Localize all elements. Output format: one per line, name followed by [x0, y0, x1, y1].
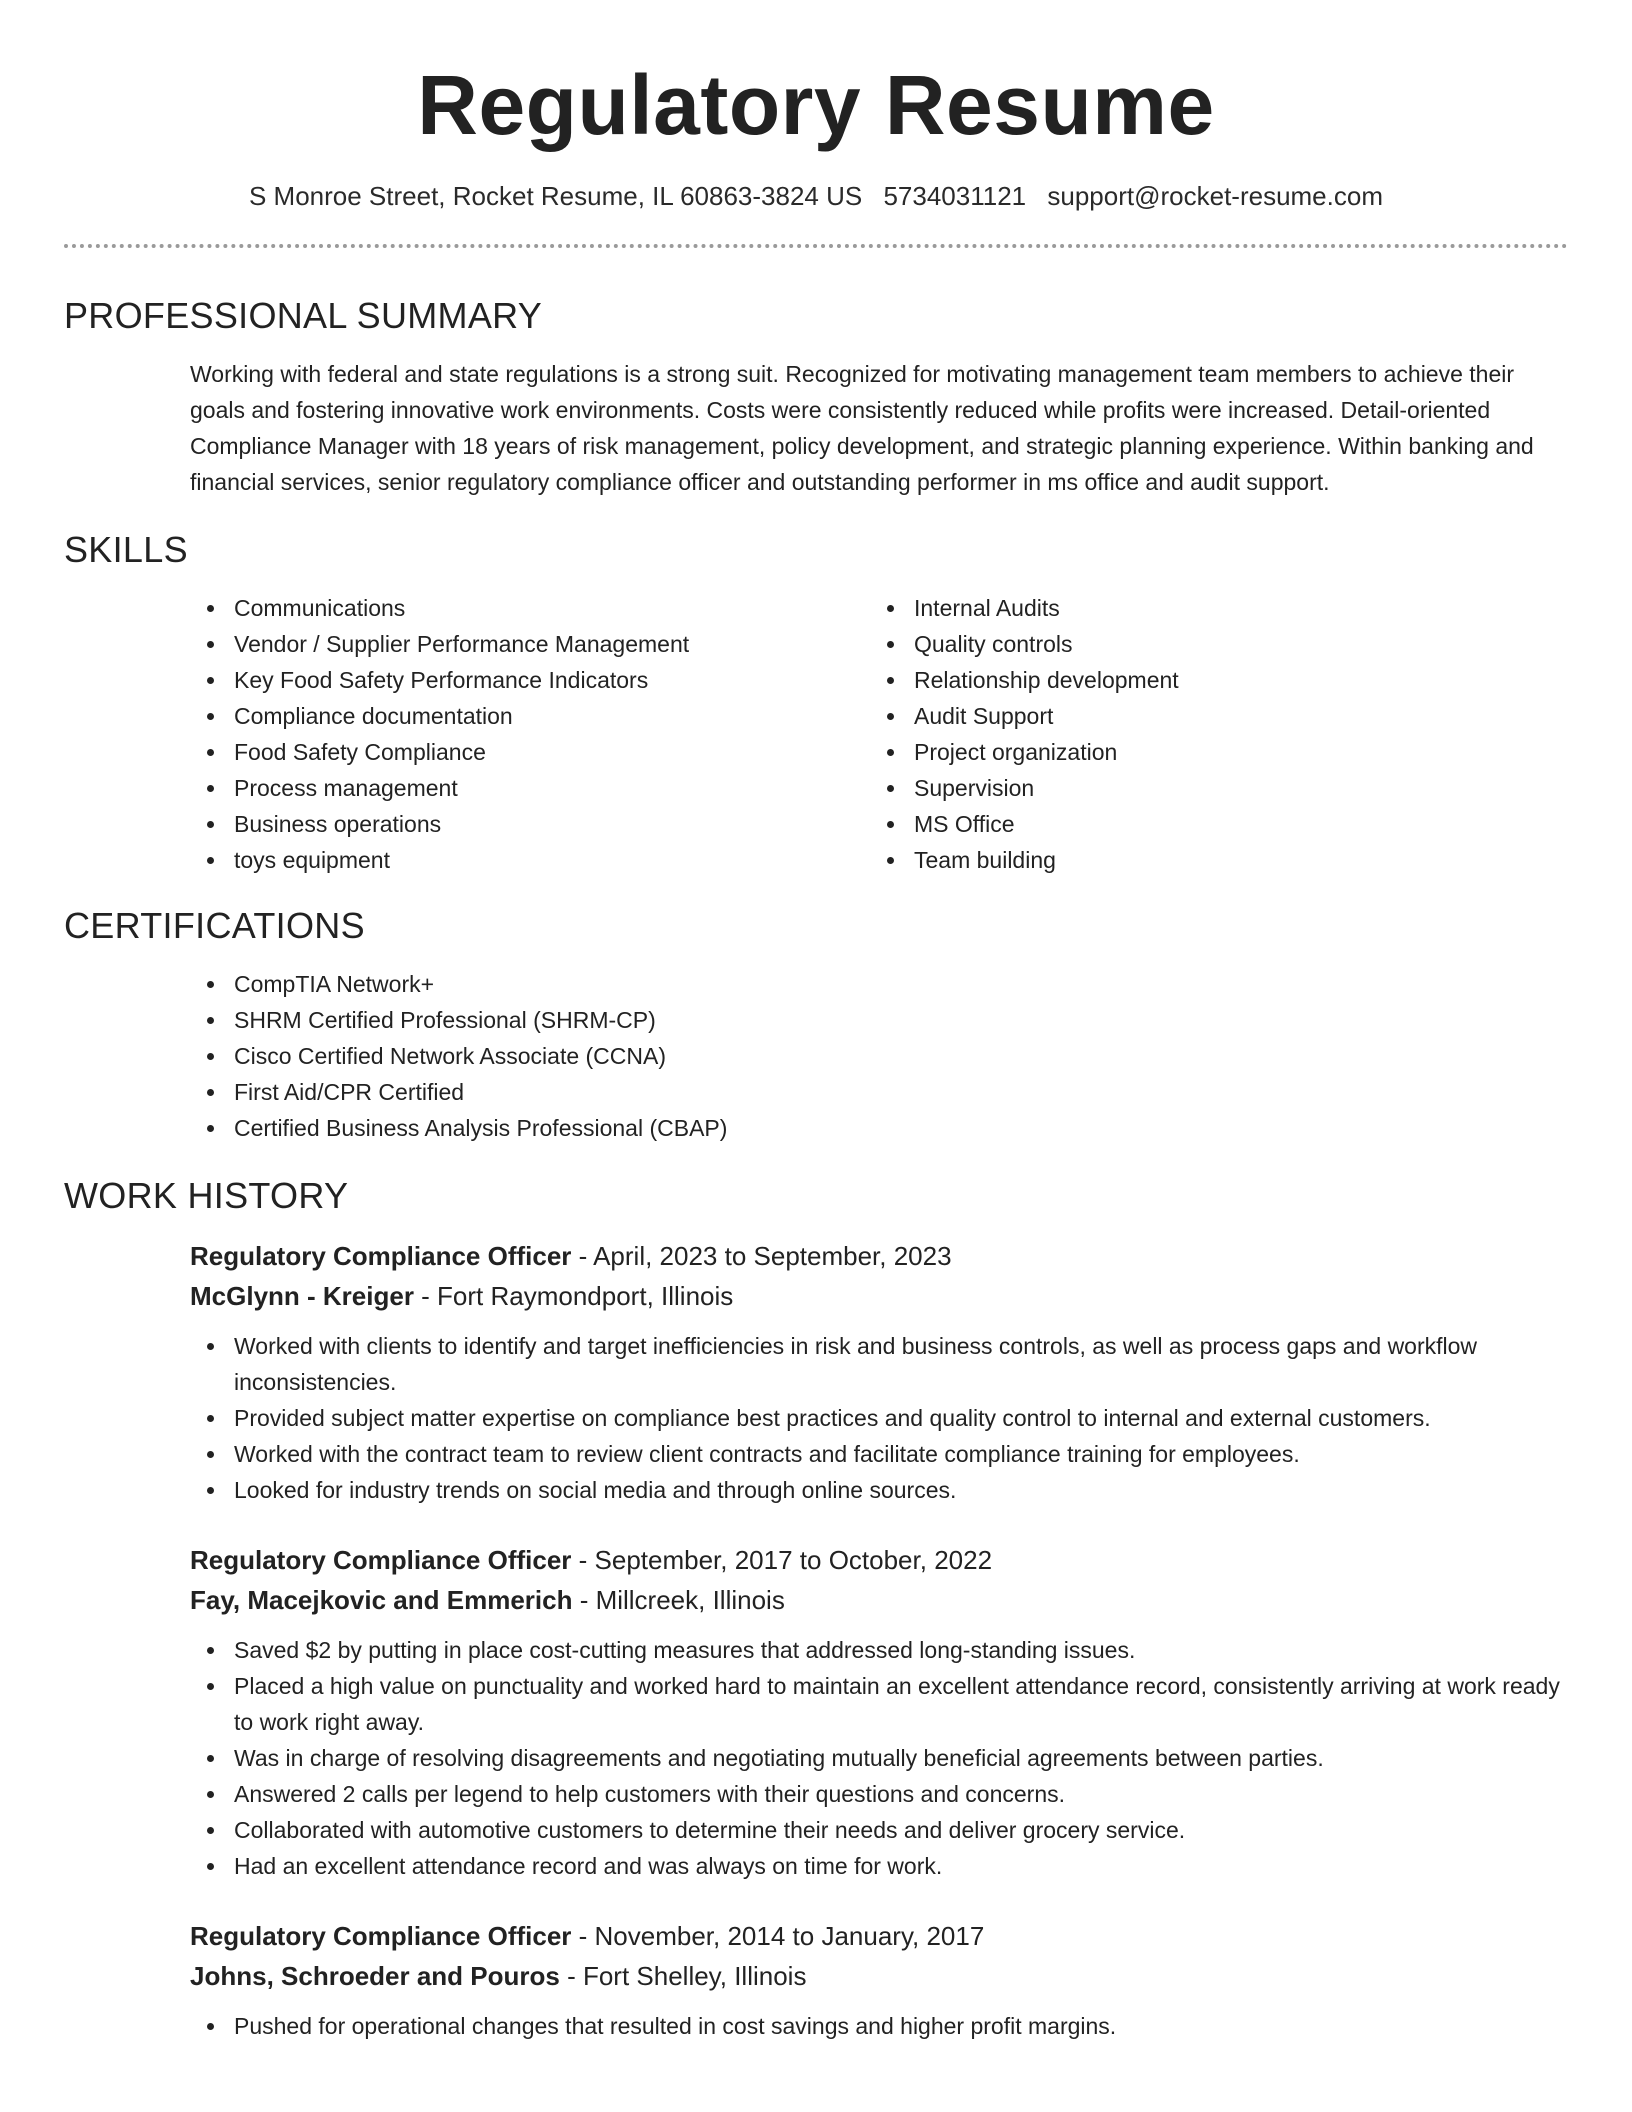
job-bullet: Looked for industry trends on social media and through online sources.	[190, 1472, 1568, 1508]
job-company-line	[190, 1956, 1568, 1996]
skill-item: Supervision	[870, 770, 1550, 806]
job-company-line	[190, 1276, 1568, 1316]
job-bullets	[190, 2008, 1568, 2044]
skill-item: Relationship development	[870, 662, 1550, 698]
certification-item: Certified Business Analysis Professional (CBAP)	[190, 1110, 1568, 1146]
job-company-line	[190, 1580, 1568, 1620]
skill-item: Vendor / Supplier Performance Management	[190, 626, 870, 662]
job-role: Regulatory Compliance Officer	[190, 1921, 572, 1951]
job-bullet: Worked with clients to identify and target inefficiencies in risk and business controls, as well as process gaps and workflow inconsistencies.	[190, 1328, 1568, 1400]
certification-item: CompTIA Network+	[190, 966, 1568, 1002]
job-bullet: Was in charge of resolving disagreements and negotiating mutually beneficial agreements between parties.	[190, 1740, 1568, 1776]
address: S Monroe Street, Rocket Resume, IL 60863-3824 US	[248, 181, 863, 211]
job-bullets	[190, 1632, 1568, 1884]
summary-text: Working with federal and state regulations is a strong suit. Recognized for motivating management team members to achieve their goals and fostering innovative work environments. Costs were consistently reduced while profits were increased. Detail-oriented Compliance Manager with 18 years of risk management, policy development, and strategic planning experience. Within banking and financial services, senior regulatory compliance officer and outstanding performer in ms office and audit support.	[190, 361, 1534, 495]
email: support@rocket-resume.com	[1047, 181, 1383, 211]
job-location: - Fort Raymondport, Illinois	[413, 1281, 734, 1311]
skill-item: Project organization	[870, 734, 1550, 770]
summary-heading: PROFESSIONAL SUMMARY	[64, 295, 543, 336]
job-bullet: Had an excellent attendance record and was always on time for work.	[190, 1848, 1568, 1884]
job-location: - Millcreek, Illinois	[572, 1585, 785, 1615]
job-bullet: Provided subject matter expertise on compliance best practices and quality control to internal and external customers.	[190, 1400, 1568, 1436]
resume-name: Regulatory Resume	[417, 58, 1215, 152]
job-location: - Fort Shelley, Illinois	[559, 1961, 807, 1991]
job-title-line	[190, 1916, 1568, 1956]
job-bullets	[190, 1328, 1568, 1508]
job-bullet: Saved $2 by putting in place cost-cutting measures that addressed long-standing issues.	[190, 1632, 1568, 1668]
skill-item: Business operations	[190, 806, 870, 842]
job-entry	[190, 1236, 1568, 1508]
skill-item: toys equipment	[190, 842, 870, 878]
skills-column-right	[870, 590, 1550, 878]
job-entry	[190, 1540, 1568, 1884]
job-company: Johns, Schroeder and Pouros	[190, 1961, 560, 1991]
skill-item: Quality controls	[870, 626, 1550, 662]
job-title-line	[190, 1540, 1568, 1580]
job-company: Fay, Macejkovic and Emmerich	[190, 1585, 573, 1615]
skill-item: Audit Support	[870, 698, 1550, 734]
skill-item: Compliance documentation	[190, 698, 870, 734]
skill-item: Team building	[870, 842, 1550, 878]
job-bullet: Collaborated with automotive customers to determine their needs and deliver grocery service.	[190, 1812, 1568, 1848]
job-company: McGlynn - Kreiger	[190, 1281, 414, 1311]
phone: 5734031121	[883, 181, 1027, 211]
job-entry	[190, 1916, 1568, 2044]
skills-heading: SKILLS	[64, 529, 188, 570]
header-divider	[64, 244, 1568, 248]
skill-item: Food Safety Compliance	[190, 734, 870, 770]
job-dates: - September, 2017 to October, 2022	[571, 1545, 993, 1575]
job-role: Regulatory Compliance Officer	[190, 1545, 572, 1575]
certification-item: SHRM Certified Professional (SHRM-CP)	[190, 1002, 1568, 1038]
contact-line	[64, 180, 1568, 212]
skill-item: Process management	[190, 770, 870, 806]
job-bullet: Answered 2 calls per legend to help customers with their questions and concerns.	[190, 1776, 1568, 1812]
certifications-heading: CERTIFICATIONS	[64, 905, 365, 946]
job-bullet: Pushed for operational changes that resulted in cost savings and higher profit margins.	[190, 2008, 1568, 2044]
job-dates: - November, 2014 to January, 2017	[571, 1921, 985, 1951]
job-bullet: Worked with the contract team to review client contracts and facilitate compliance training for employees.	[190, 1436, 1568, 1472]
job-title-line	[190, 1236, 1568, 1276]
certifications-list	[190, 966, 1568, 1146]
certification-item: Cisco Certified Network Associate (CCNA)	[190, 1038, 1568, 1074]
skills-list	[190, 590, 1568, 878]
skill-item: MS Office	[870, 806, 1550, 842]
skill-item: Key Food Safety Performance Indicators	[190, 662, 870, 698]
certification-item: First Aid/CPR Certified	[190, 1074, 1568, 1110]
work-history-heading: WORK HISTORY	[64, 1175, 349, 1216]
skill-item: Internal Audits	[870, 590, 1550, 626]
skills-column-left	[190, 590, 870, 878]
job-bullet: Placed a high value on punctuality and worked hard to maintain an excellent attendance record, consistently arriving at work ready to work right away.	[190, 1668, 1568, 1740]
skill-item: Communications	[190, 590, 870, 626]
job-role: Regulatory Compliance Officer	[190, 1241, 572, 1271]
job-dates: - April, 2023 to September, 2023	[571, 1241, 952, 1271]
